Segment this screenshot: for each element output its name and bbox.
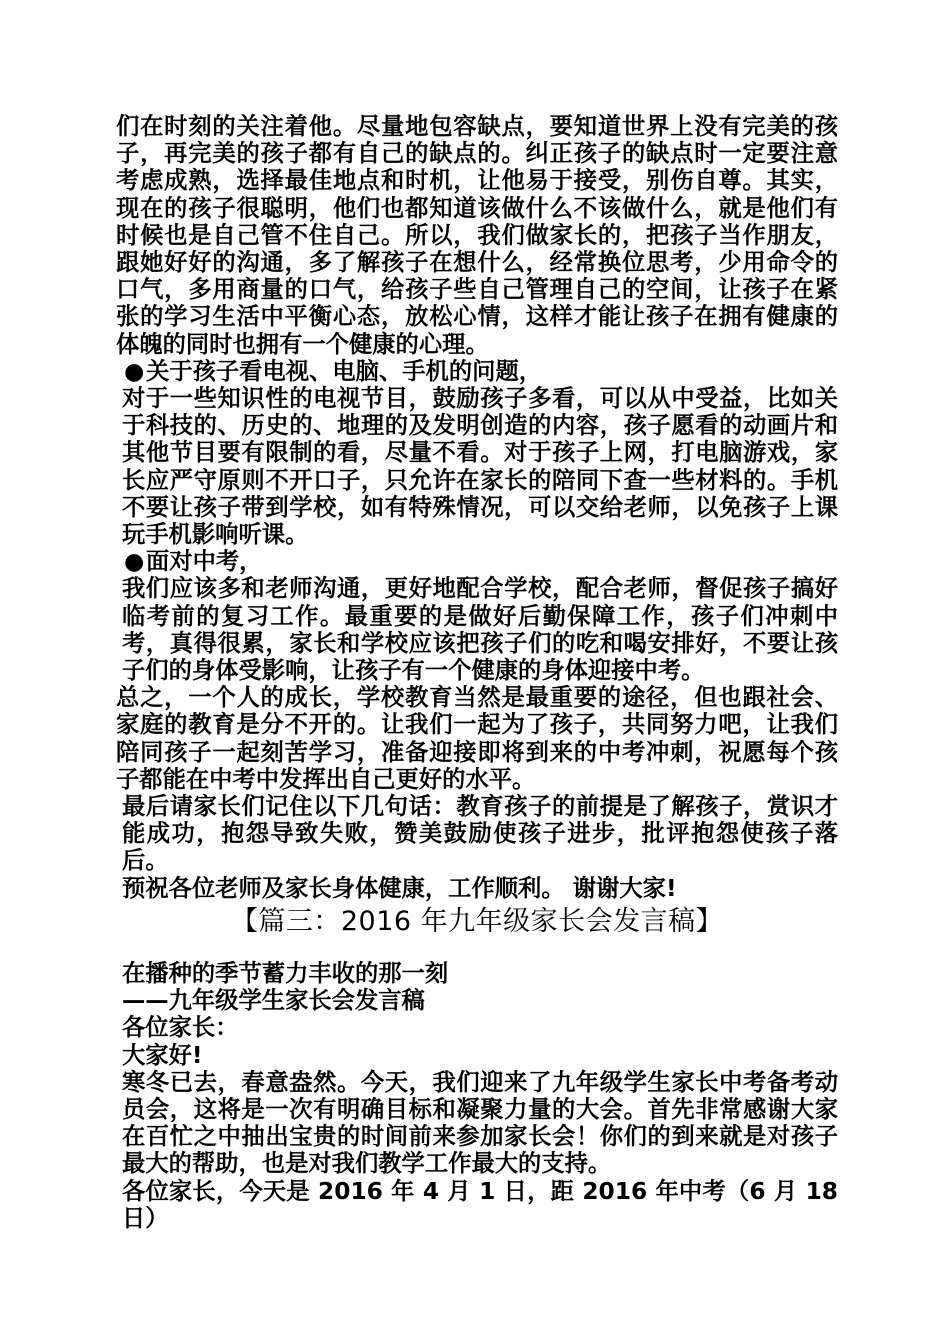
paragraph-wishes: 预祝各位老师及家长身体健康，工作顺利。 谢谢大家! [122, 874, 677, 902]
speech-greeting: 大家好! [122, 1041, 203, 1069]
bullet-dot-icon: ● [124, 357, 145, 385]
bullet-text-screen-time: 关于孩子看电视、电脑、手机的问题， [146, 357, 543, 385]
paragraph-summary: 总之，一个人的成长，学校教育当然是最重要的途径，但也跟社会、家庭的教育是分不开的。让我们一起为了孩子，共同努力吧，让我们陪同孩子一起刻苦学习，准备迎接即将到来的中考冲刺，祝愿每个孩子都能在中考中发挥出自己更好的水平。 [116, 684, 838, 793]
paragraph-parenting-advice: 们在时刻的关注着他。尽量地包容缺点，要知道世界上没有完美的孩子，再完美的孩子都有自己的缺点的。纠正孩子的缺点时一定要注意考虑成熟，选择最佳地点和时机，让他易于接受，别伤自尊。其实，现在的孩子很聪明，他们也都知道该做什么不该做什么，就是他们有时候也是自己管不住自己。所以，我们做家长的，把孩子当作朋友，跟她好好的沟通，多了解孩子在想什么，经常换位思考，少用命令的口气，多用商量的口气，给孩子些自己管理自己的空间，让孩子在紧张的学习生活中平衡心态，放松心情，这样才能让孩子在拥有健康的体魄的同时也拥有一个健康的心理。 [116, 113, 838, 358]
paragraph-opening: 寒冬已去，春意盎然。今天，我们迎来了九年级学生家长中考备考动员会，这将是一次有明确目标和凝聚力量的大会。首先非常感谢大家在百忙之中抽出宝贵的时间前来参加家长会！你们的到来就是对孩子最大的帮助，也是对我们教学工作最大的支持。 [122, 1068, 838, 1178]
speech-title: 在播种的季节蓄力丰收的那一刻 [122, 959, 449, 987]
section-spacer [116, 939, 838, 960]
bullet-item-screen-time [116, 358, 838, 385]
bullet-item-exam [116, 548, 838, 575]
speech-salutation: 各位家长： [122, 1014, 239, 1042]
bullet-dot-icon: ● [124, 548, 145, 576]
speech-subtitle: ——九年级学生家长会发言稿 [122, 987, 425, 1015]
paragraph-last-words: 最后请家长们记住以下几句话：教育孩子的前提是了解孩子，赏识才能成功，抱怨导致失败，赞美鼓励使孩子进步，批评抱怨使孩子落后。 [122, 793, 838, 875]
paragraph-exam-preparation: 我们应该多和老师沟通，更好地配合学校，配合老师，督促孩子搞好临考前的复习工作。最重要的是做好后勤保障工作，孩子们冲刺中考，真得很累，家长和学校应该把孩子们的吃和喝安排好，不要让孩子们的身体受影响，让孩子有一个健康的身体迎接中考。 [122, 575, 838, 685]
paragraph-screen-time: 对于一些知识性的电视节目，鼓励孩子多看，可以从中受益，比如关于科技的、历史的、地理的及发明创造的内容，孩子愿看的动画片和其他节目要有限制的看，尽量不看。对于孩子上网，打电脑游戏，家长应严守原则不开口子，只允许在家长的陪同下查一些材料的。手机不要让孩子带到学校，如有特殊情况，可以交给老师，以免孩子上课玩手机影响听课。 [122, 385, 838, 549]
section-title: 【篇三：2016 年九年级家长会发言稿】 [230, 905, 724, 937]
bullet-text-exam: 面对中考， [146, 548, 263, 576]
paragraph-date: 各位家长，今天是 2016 年 4 月 1 日，距 2016 年中考（6 月 18 日） [122, 1177, 838, 1232]
document-page [116, 113, 838, 1232]
